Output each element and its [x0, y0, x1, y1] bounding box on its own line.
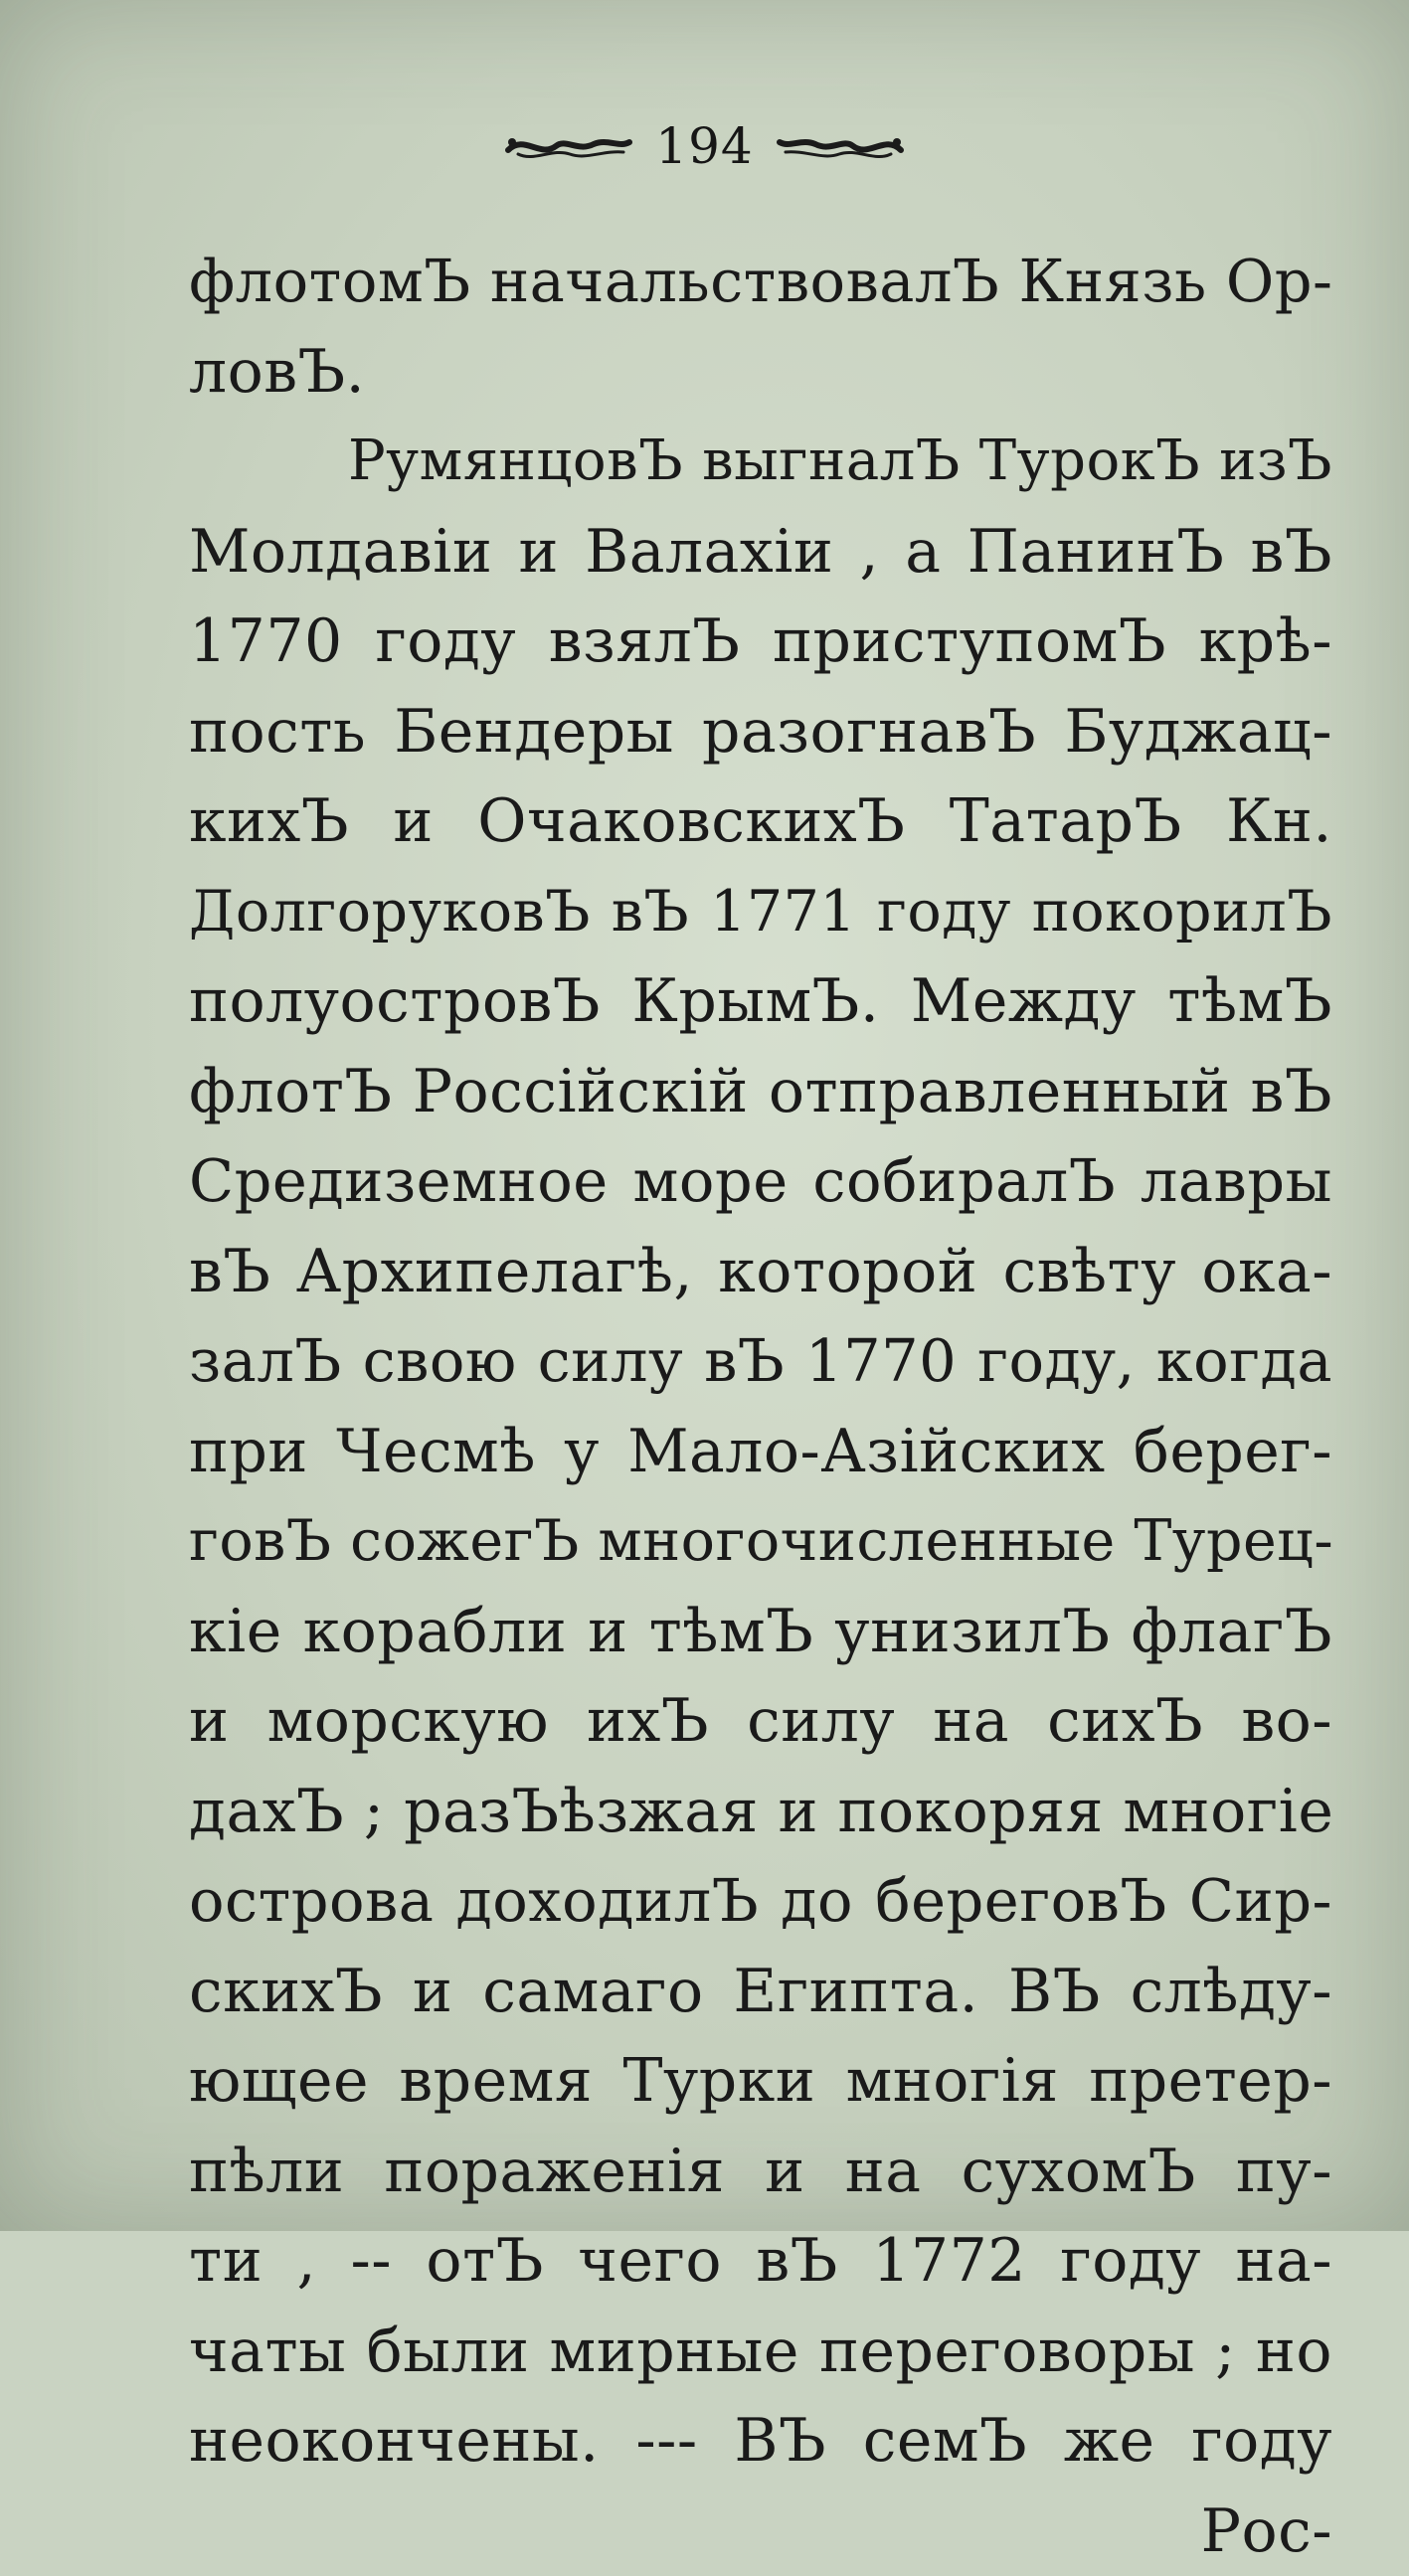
text-line: ловЪ.: [189, 327, 1332, 418]
text-line: флотЪ Россійскій отправленный вЪ: [189, 1047, 1332, 1137]
right-flourish-ornament: [776, 128, 905, 164]
text-line: ющее время Турки многія претер-: [189, 2036, 1332, 2127]
text-line: кихЪ и ОчаковскихЪ ТатарЪ Кн.: [189, 776, 1332, 867]
text-line: 1770 году взялЪ приступомЪ крѣ-: [189, 597, 1332, 687]
text-line: ДолгоруковЪ вЪ 1771 году покорилЪ: [189, 867, 1332, 957]
page-header: [0, 111, 1409, 181]
text-line: чаты были мирные переговоры ; но: [189, 2307, 1332, 2397]
text-line: Средиземное море собиралЪ лавры: [189, 1136, 1332, 1227]
text-line: скихЪ и самаго Египта. ВЪ слѣду-: [189, 1947, 1332, 2037]
text-line: флотомЪ начальствовалЪ Князь Ор-: [189, 237, 1332, 327]
catchword: Рос-: [189, 2487, 1332, 2576]
text-line: РумянцовЪ выгналЪ ТурокЪ изЪ: [189, 417, 1332, 507]
body-text: [189, 237, 1332, 2576]
text-line: пость Бендеры разогнавЪ Буджац-: [189, 687, 1332, 777]
text-line: неокончены. --- ВЪ семЪ же году: [189, 2396, 1332, 2487]
page-number: 194: [655, 117, 753, 175]
text-line: кіе корабли и тѣмЪ унизилЪ флагЪ: [189, 1587, 1332, 1677]
left-flourish-ornament: [504, 128, 633, 164]
text-line: острова доходилЪ до береговЪ Сир-: [189, 1856, 1332, 1947]
text-line: дахЪ ; разЪѣзжая и покоряя многіе: [189, 1767, 1332, 1857]
text-line: при Чесмѣ у Мало-Азійских берег-: [189, 1407, 1332, 1497]
text-line: полуостровЪ КрымЪ. Между тѣмЪ: [189, 956, 1332, 1047]
text-line: вЪ Архипелагѣ, которой свѣту ока-: [189, 1227, 1332, 1317]
text-line: ти , -- отЪ чего вЪ 1772 году на-: [189, 2216, 1332, 2307]
text-line: пѣли пораженія и на сухомЪ пу-: [189, 2127, 1332, 2217]
text-line: Молдавіи и Валахіи , а ПанинЪ вЪ: [189, 507, 1332, 598]
text-line: залЪ свою силу вЪ 1770 году, когда: [189, 1316, 1332, 1407]
text-line: и морскую ихЪ силу на сихЪ во-: [189, 1676, 1332, 1767]
text-line: говЪ сожегЪ многочисленные Турец-: [189, 1496, 1332, 1587]
